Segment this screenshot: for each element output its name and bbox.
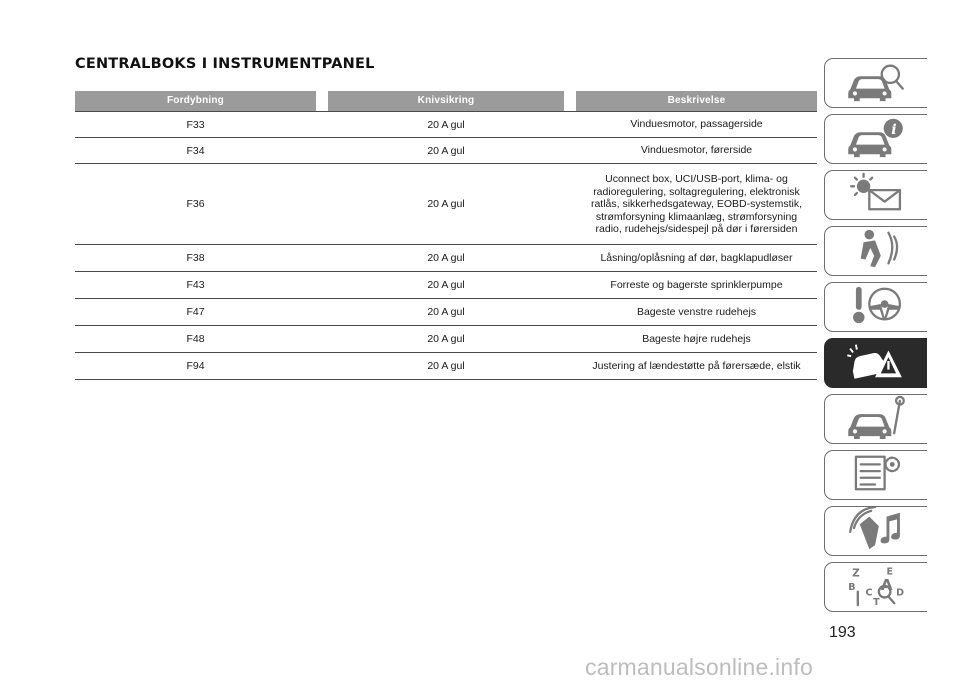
chapter-tab-strip: [824, 58, 930, 618]
watermark: carmanualsonline.info: [585, 654, 813, 680]
description-line: Vinduesmotor, passagerside: [630, 118, 763, 131]
technical-data-gear-icon: [845, 451, 907, 500]
svg-text:i: i: [891, 121, 897, 138]
table-row: [75, 299, 817, 326]
cell-beskrivelse: [576, 118, 817, 131]
svg-text:B: B: [848, 581, 856, 593]
svg-text:D: D: [896, 587, 905, 599]
cell-knivsikring: 20 A gul: [427, 198, 465, 210]
car-search-icon: [845, 59, 907, 108]
chapter-tab-8[interactable]: [824, 450, 927, 500]
svg-text:E: E: [886, 565, 894, 577]
cell-fordybning: F33: [186, 118, 205, 131]
alphabetical-index-icon: [845, 563, 907, 612]
cell-fordybning: F94: [186, 360, 205, 372]
table-row: [75, 326, 817, 353]
cell-beskrivelse: [576, 279, 817, 292]
description-line: ratlås, sikkerhedsgateway, EOBD-systemstik,: [590, 198, 803, 211]
cell-knivsikring: 20 A gul: [427, 306, 465, 318]
description-line: strømforsyning klimaanlæg, strømforsyning: [595, 210, 798, 223]
chapter-tab-9[interactable]: [824, 506, 927, 556]
svg-text:A: A: [880, 575, 893, 594]
cell-fordybning: F47: [186, 306, 205, 318]
svg-text:Z: Z: [852, 566, 860, 579]
header-beskrivelse: Beskrivelse: [576, 91, 817, 111]
cell-knivsikring: 20 A gul: [427, 279, 465, 291]
chapter-tab-4[interactable]: [824, 226, 927, 276]
description-line: radioregulering, soltagregulering, elektronisk: [593, 185, 800, 198]
car-info-icon: [845, 115, 907, 164]
cell-beskrivelse: [576, 144, 817, 157]
cell-beskrivelse: [576, 360, 817, 373]
description-line: Forreste og bagerste sprinklerpumpe: [610, 278, 783, 291]
svg-text:T: T: [873, 596, 880, 607]
description-line: Bageste højre rudehejs: [642, 332, 751, 345]
chapter-tab-7[interactable]: [824, 394, 927, 444]
table-row: [75, 164, 817, 245]
page-number: 193: [829, 624, 856, 641]
description-line: Låsning/oplåsning af dør, bagklapudløser: [600, 251, 793, 264]
chapter-tab-1[interactable]: [824, 58, 927, 108]
steering-wheel-key-icon: [845, 283, 907, 332]
cell-knivsikring: 20 A gul: [427, 252, 465, 264]
table-row: [75, 111, 817, 138]
description-line: Uconnect box, UCI/USB-port, klima- og: [605, 173, 788, 186]
cell-beskrivelse: [576, 306, 817, 319]
description-line: Bageste venstre rudehejs: [636, 305, 757, 318]
chapter-tab-2[interactable]: [824, 114, 927, 164]
chapter-tab-3[interactable]: [824, 170, 927, 220]
cell-beskrivelse: [576, 333, 817, 346]
cell-fordybning: F34: [186, 144, 205, 157]
cell-knivsikring: 20 A gul: [427, 144, 465, 157]
chapter-tab-5[interactable]: [824, 282, 927, 332]
cell-fordybning: F36: [186, 198, 205, 210]
table-row: [75, 245, 817, 272]
cell-knivsikring: 20 A gul: [427, 333, 465, 345]
header-knivsikring: Knivsikring: [328, 91, 564, 111]
table-body: [75, 111, 817, 380]
cell-knivsikring: 20 A gul: [427, 360, 465, 372]
description-line: Justering af lændestøtte på førersæde, elstik: [592, 359, 801, 372]
table-header: [75, 91, 817, 111]
cell-fordybning: F48: [186, 333, 205, 345]
cell-beskrivelse: [576, 167, 817, 241]
table-row: [75, 138, 817, 164]
car-service-wrench-icon: [845, 395, 907, 444]
description-line: radio, rudehejs/sidespejl på dør i førersiden: [595, 223, 798, 236]
svg-text:C: C: [865, 587, 873, 599]
cell-knivsikring: 20 A gul: [427, 118, 465, 131]
cell-beskrivelse: [576, 252, 817, 265]
airbag-seatbelt-icon: [845, 227, 907, 276]
warning-light-message-icon: [845, 171, 907, 220]
table-row: [75, 353, 817, 380]
cell-fordybning: F38: [186, 252, 205, 264]
description-line: Vinduesmotor, førerside: [640, 144, 753, 157]
multimedia-icon: [845, 507, 907, 556]
breakdown-hazard-icon: [845, 339, 907, 388]
table-row: [75, 272, 817, 299]
cell-fordybning: F43: [186, 279, 205, 291]
header-fordybning: Fordybning: [75, 91, 316, 111]
page-title: CENTRALBOKS I INSTRUMENTPANEL: [75, 56, 375, 72]
chapter-tab-10[interactable]: [824, 562, 927, 612]
fuse-table: [75, 91, 817, 380]
chapter-tab-6[interactable]: [824, 338, 927, 388]
